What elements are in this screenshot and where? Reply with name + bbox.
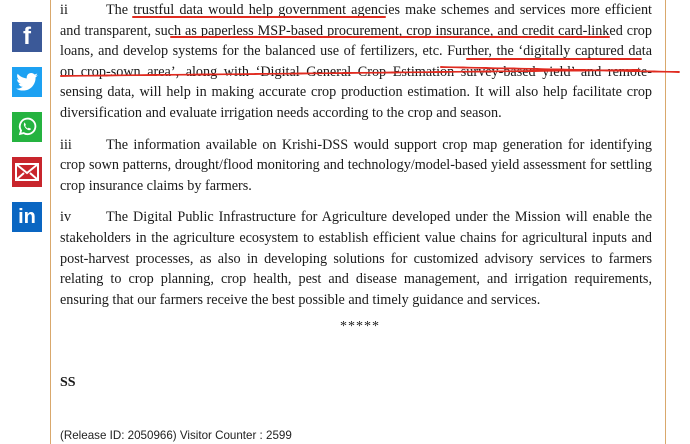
highlight-underline	[132, 16, 386, 18]
press-release-content	[60, 0, 652, 442]
highlight-underline	[170, 36, 610, 38]
facebook-icon: f	[23, 23, 31, 50]
paragraph-text: The trustful data would help government agencies make schemes and services more efficient and transparent, such as paperless MSP-based procurement, crop insurance, and credit card-linked crop loans, and develop systems for the balanced use of fertilizers, etc. Further, the ‘digitally captured data on crop-sown area’, along with ‘Digital General Crop Estimation survey-based yield’ and remote-sensing data, will help in making accurate crop production estimation. It will also help facilitate crop diversification and evaluate irrigation needs according to the crop and season.	[60, 2, 652, 121]
email-share-button[interactable]	[12, 157, 42, 187]
twitter-icon	[16, 73, 38, 91]
paragraph-iv	[60, 207, 652, 310]
whatsapp-icon	[16, 116, 38, 138]
paragraph-number: iii	[60, 136, 72, 153]
highlight-underline	[466, 58, 642, 60]
share-bar	[12, 22, 44, 247]
paragraph-text: The information available on Krishi-DSS would support crop map generation for identifying crop sown patterns, drought/flood monitoring and technology/model-based yield assessment for settling crop insurance claims by farmers.	[60, 136, 652, 194]
paragraph-text: The Digital Public Infrastructure for Agriculture developed under the Mission will enable the stakeholders in the agriculture ecosystem to establish efficient value chains for agricultural inputs and post-harvest processes, as also in developing solutions for customized advisory services to farmers relating to crop planning, crop health, pest and disease management, and irrigation requirements, ensuring that our farmers receive the best possible and timely guidance and services.	[60, 209, 652, 308]
paragraph-number: iv	[60, 209, 72, 226]
paragraph-ii	[60, 0, 652, 124]
facebook-share-button[interactable]	[12, 22, 42, 52]
paragraph-iii	[60, 135, 652, 197]
whatsapp-share-button[interactable]	[12, 112, 42, 142]
signoff-initials: SS	[60, 375, 76, 391]
linkedin-share-button[interactable]	[12, 202, 42, 232]
email-icon	[15, 163, 39, 181]
paragraph-number: ii	[60, 2, 68, 18]
linkedin-icon: in	[18, 206, 36, 228]
separator-stars: *****	[340, 319, 380, 335]
twitter-share-button[interactable]	[12, 67, 42, 97]
release-id-visitor-counter: (Release ID: 2050966) Visitor Counter : 2599	[60, 429, 292, 443]
